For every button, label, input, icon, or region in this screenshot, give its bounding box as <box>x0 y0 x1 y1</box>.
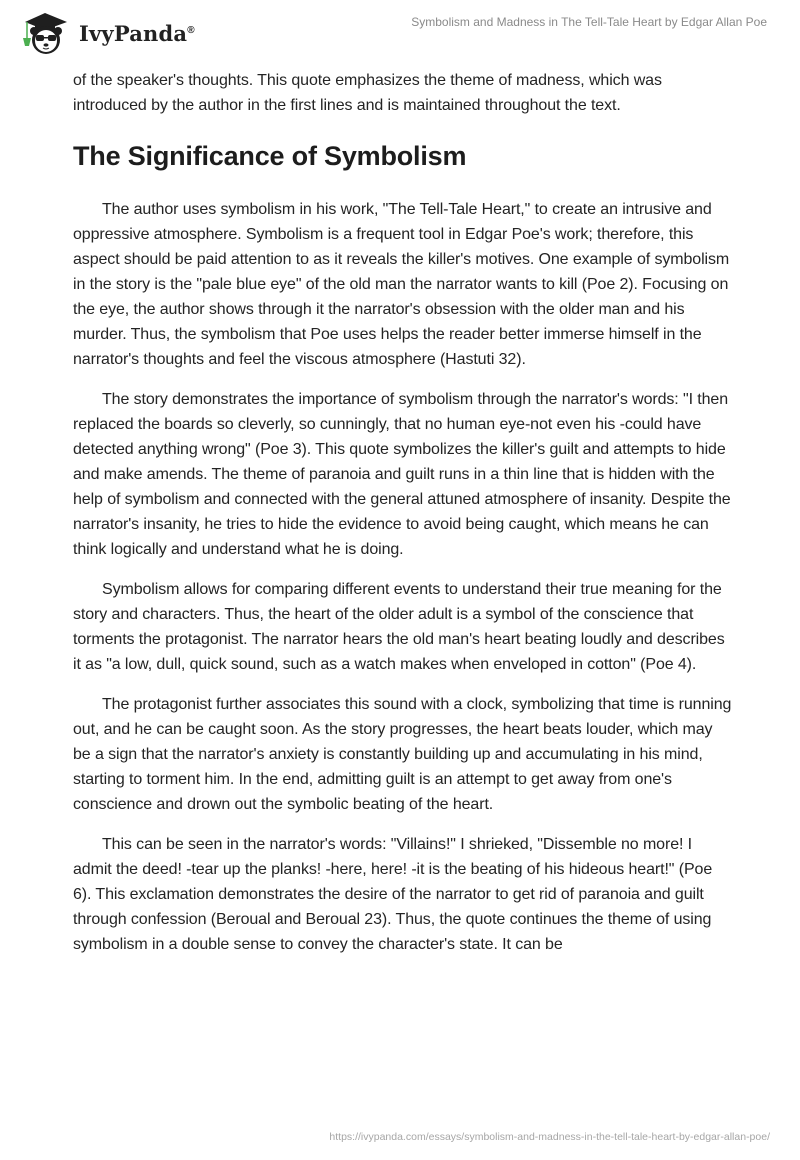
section-heading: The Significance of Symbolism <box>73 141 467 171</box>
brand-name: IvyPanda® <box>79 20 195 46</box>
body-paragraph: This can be seen in the narrator's words: "Villains!" I shrieked, "Dissemble no more! I admit the deed! -tear up the planks! -here, here! -it is the beating of his hideous heart!" (Poe 6). This exclamation demonstrates the desire of the narrator to get rid of paranoia and guilt through confession (Beroual and Beroual 23). Thus, the quote continues the theme of using symbolism in a double sense to convey the character's state. It can be <box>73 836 713 953</box>
page-header <box>0 0 800 60</box>
document-title: Symbolism and Madness in The Tell-Tale Heart by Edgar Allan Poe <box>411 15 767 29</box>
intro-paragraph: of the speaker's thoughts. This quote emphasizes the theme of madness, which was introduced by the author in the first lines and is maintained throughout the text. <box>73 72 662 114</box>
body-paragraph: The protagonist further associates this sound with a clock, symbolizing that time is running out, and he can be caught soon. As the story progresses, the heart beats louder, which may be a sign that the narrator's anxiety is constantly building up and accumulating in his mind, starting to torment him. In the end, admitting guilt is an attempt to get away from one's conscience and drown out the symbolic beating of the heart. <box>73 696 732 813</box>
source-url[interactable]: https://ivypanda.com/essays/symbolism-and-madness-in-the-tell-tale-heart-by-edgar-allan-poe/ <box>329 1131 770 1143</box>
panda-graduation-cap-icon <box>17 10 73 56</box>
essay-content <box>73 68 733 957</box>
registered-mark: ® <box>187 24 195 36</box>
body-paragraph: The author uses symbolism in his work, "The Tell-Tale Heart," to create an intrusive and oppressive atmosphere. Symbolism is a frequent tool in Edgar Poe's work; therefore, this aspect should be paid attention to as it reveals the killer's motives. One example of symbolism in the story is the "pale blue eye" of the old man the narrator wants to kill (Poe 2). Focusing on the eye, the author shows through it the narrator's obsession with the older man and his murder. Thus, the symbolism that Poe uses helps the reader better immerse himself in the narrator's thoughts and feel the viscous atmosphere (Hastuti 32). <box>73 201 730 368</box>
body-paragraph: The story demonstrates the importance of symbolism through the narrator's words: "I then replaced the boards so cleverly, so cunningly, that no human eye-not even his -could have detected anything wrong" (Poe 3). This quote symbolizes the killer's guilt and attempts to hide and make amends. The theme of paranoia and guilt runs in a thin line that is hidden with the help of symbolism and connected with the general attuned atmosphere of insanity. Despite the narrator's insanity, he tries to hide the evidence to avoid being caught, which means he can think logically and understand what he is doing. <box>73 391 731 558</box>
ivypanda-logo[interactable] <box>17 10 195 56</box>
body-paragraph: Symbolism allows for comparing different events to understand their true meaning for the story and characters. Thus, the heart of the older adult is a symbol of the conscience that torments the protagonist. The narrator hears the old man's heart beating loudly and describes it as "a low, dull, quick sound, such as a watch makes when enveloped in cotton" (Poe 4). <box>73 581 725 673</box>
